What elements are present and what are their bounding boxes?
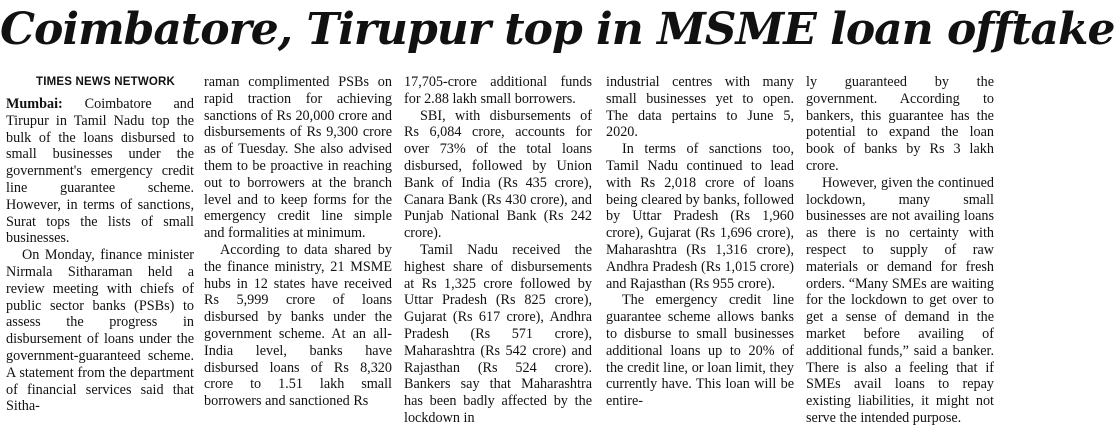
- paragraph: industrial centres with many small businesses yet to open. The data pertains to June 5, 2020.: [606, 74, 794, 141]
- paragraph: Tamil Nadu received the highest share of disbursements at Rs 1,325 crore followed by Uttar Pradesh (Rs 825 crore), Gujarat (Rs 617 crore), Andhra Pradesh (Rs 571 crore), Maharashtra (Rs 542 crore) and Rajasthan (Rs 524 crore). Bankers say that Maharashtra has been badly affected by the lockdown in: [404, 241, 592, 426]
- article-column-4: [606, 74, 794, 410]
- paragraph: [6, 96, 194, 247]
- article-column-5: [806, 74, 994, 427]
- paragraph: SBI, with disbursements of Rs 6,084 crore, accounts for over 73% of the total loans disbursed, followed by Union Bank of India (Rs 435 crore), Canara Bank (Rs 430 crore), and Punjab National Bank (Rs 242 crore).: [404, 107, 592, 242]
- paragraph: On Monday, finance minister Nirmala Sitharaman held a review meeting with chiefs of public sector banks (PSBs) to assess the progress in disbursement of loans under the government-guaranteed scheme. A statement from the department of financial services said that Sitha-: [6, 247, 194, 415]
- paragraph: 17,705-crore additional funds for 2.88 lakh small borrowers.: [404, 74, 592, 107]
- paragraph-text: Coimbatore and Tirupur in Tamil Nadu top the bulk of the loans disbursed to small businesses under the government's emergency credit line guarantee scheme. However, in terms of sanctions, Surat tops the lists of small businesses.: [6, 96, 194, 247]
- headline: Coimbatore, Tirupur top in MSME loan offtake: [0, 4, 1115, 55]
- paragraph: ly guaranteed by the government. According to bankers, this guarantee has the potential to expand the loan book of banks by Rs 3 lakh crore.: [806, 74, 994, 174]
- paragraph: In terms of sanctions too, Tamil Nadu continued to lead with Rs 2,018 crore of loans being cleared by banks, followed by Uttar Pradesh (Rs 1,960 crore), Gujarat (Rs 1,696 crore), Maharashtra (Rs 1,316 crore), Andhra Pradesh (Rs 1,015 crore) and Rajasthan (Rs 955 crore).: [606, 141, 794, 292]
- paragraph: The emergency credit line guarantee scheme allows banks to disburse to small businesses additional loans up to 20% of the credit line, or loan limit, they currently have. This loan will be entire-: [606, 292, 794, 410]
- article-column-2: [204, 74, 392, 410]
- byline: TIMES NEWS NETWORK: [36, 76, 176, 88]
- article-column-1: [6, 96, 194, 415]
- dateline: Mumbai:: [6, 96, 63, 112]
- paragraph: According to data shared by the finance ministry, 21 MSME hubs in 12 states have received Rs 5,999 crore of loans disbursed by banks under the government scheme. At an all-India level, banks have disbursed loans of Rs 8,320 crore to 1.51 lakh small borrowers and sanctioned Rs: [204, 241, 392, 410]
- paragraph: raman complimented PSBs on rapid traction for achieving sanctions of Rs 20,000 crore and disbursements of Rs 9,300 crore as of Tuesday. She also advised them to be proactive in reaching out to borrowers at the branch level and to keep forms for the emergency credit line simple and formalities at minimum.: [204, 74, 392, 242]
- article-column-3: [404, 74, 592, 427]
- paragraph: However, given the continued lockdown, many small businesses are not availing loans as there is no certainty with respect to supply of raw materials or demand for fresh orders. “Many SMEs are waiting for the lockdown to get over to get a sense of demand in the market before availing of additional funds,” said a banker. There is also a feeling that if SMEs avail loans to repay existing liabilities, it might not serve the intended purpose.: [806, 174, 994, 426]
